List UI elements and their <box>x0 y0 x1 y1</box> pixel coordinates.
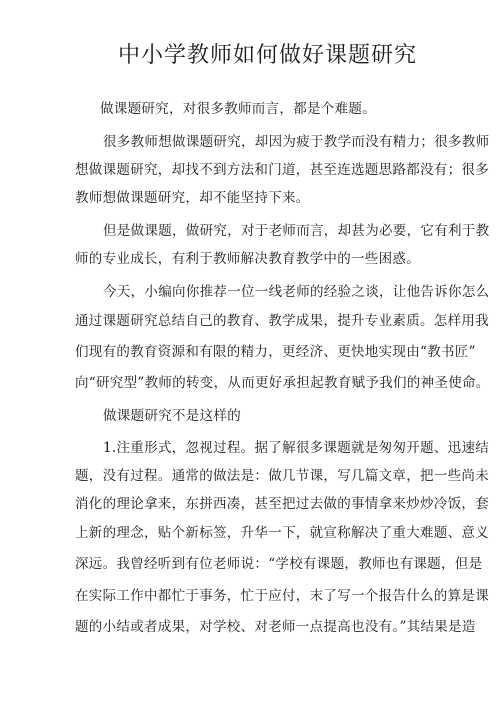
paragraph-line: 很多教师想做课题研究，却因为疲于教学而没有精力；很多教师 <box>103 134 490 150</box>
paragraph-line: 在实际工作中都忙于事务，忙于应付，末了写一个报告什么的算是课 <box>75 588 489 604</box>
paragraph-line: 向“研究型”教师的转变，从而更好承担起教育赋予我们的神圣使命。 <box>75 375 490 391</box>
paragraph-line: 题，没有过程。通常的做法是：做几节课，写几篇文章，把一些尚未 <box>75 468 489 484</box>
paragraph-line: 题的小结或者成果，对学校、对老师一点提高也没有。”其结果是造 <box>75 619 476 635</box>
paragraph-line: 但是做课题，做研究，对于老师而言，却甚为必要，它有利于教 <box>103 223 490 239</box>
paragraph-line: 消化的理论拿来，东拼西凑，甚至把过去做的事情拿来炒炒冷饭，套 <box>75 496 489 512</box>
paragraph-line: 师的专业成长，有利于教师解决教育教学中的一些困惑。 <box>75 251 420 267</box>
paragraph-line: 教师想做课题研究，却不能坚持下来。 <box>75 190 310 206</box>
paragraph-line: 深远。我曾经听到有位老师说：“学校有课题，教师也有课题，但是 <box>75 556 483 572</box>
paragraph-line: 今天，小编向你推荐一位一线老师的经验之谈，让他告诉你怎么 <box>103 284 490 300</box>
paragraph-line: 通过课题研究总结自己的教育、教学成果，提升专业素质。怎样用我 <box>75 313 489 329</box>
paragraph-line: 们现有的教育资源和有限的精力，更经济、更快地实现由“教书匠” <box>75 344 476 360</box>
paragraph-line: 做课题研究，对很多教师而言，都是个难题。 <box>100 101 376 117</box>
paragraph-line: 上新的理念，贴个新标签，升华一下，就宣称解决了重大难题、意义 <box>75 525 489 541</box>
section-heading: 做课题研究不是这样的 <box>103 408 241 424</box>
document-title: 中小学教师如何做好课题研究 <box>118 43 418 68</box>
paragraph-line: 想做课题研究，却找不到方法和门道，甚至连选题思路都没有；很多 <box>75 162 489 178</box>
paragraph-line: 1.注重形式，忽视过程。据了解很多课题就是匆匆开题、迅速结 <box>103 440 490 456</box>
